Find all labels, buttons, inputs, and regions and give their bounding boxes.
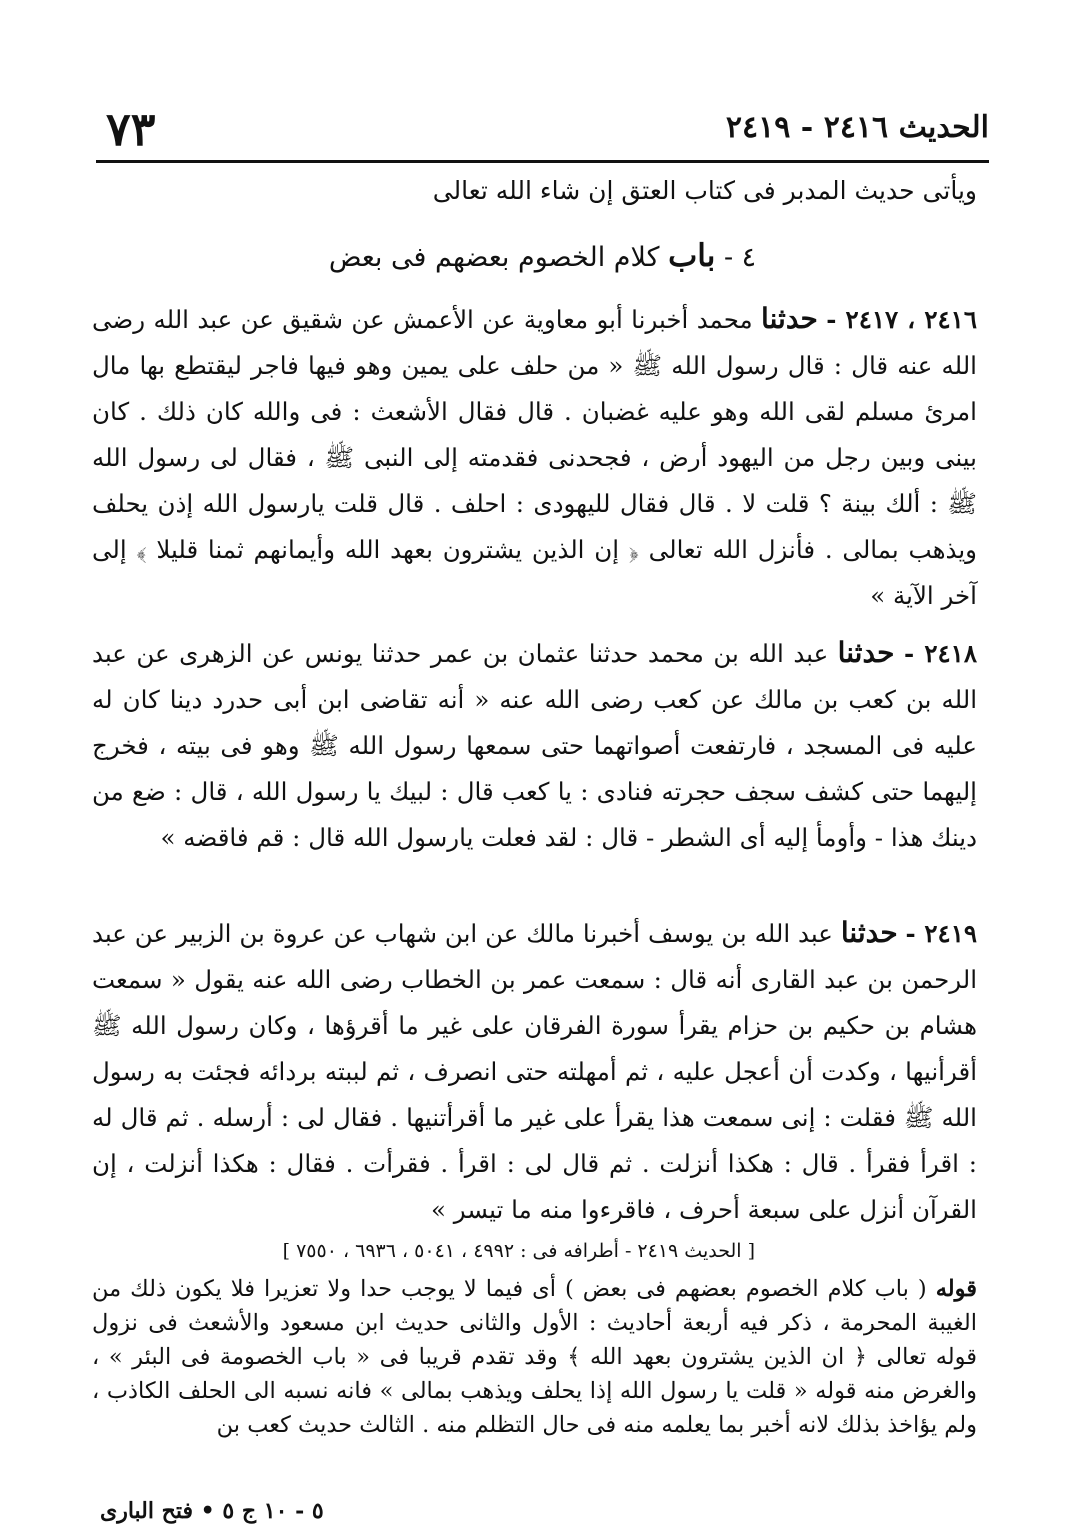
chapter-title: كلام الخصوم بعضهم فى بعض <box>328 242 660 273</box>
hadith-number: ٢٤١٩ - <box>905 919 978 948</box>
hadith-number: ٢٤١٦ ، ٢٤١٧ - <box>826 305 977 334</box>
hadith-text: عبد الله بن محمد حدثنا عثمان بن عمر حدثنا يونس عن الزهرى عن عبد الله بن كعب بن مالك عن كعب رضى الله عنه « أنه تقاضى ابن أبى حدرد دينا كان له عليه فى المسجد ، فارتفعت أصواتهما حتى سمعها رسول الله ﷺ وهو فى بيته ، فخرج إليهما حتى كشف سجف حجرته فنادى : يا كعب قال : لبيك يا رسول الله ، قال : ضع من دينك هذا - وأومأ إليه أى الشطر - قال : لقد فعلت يارسول الله قال : قم فاقضه » <box>92 639 977 852</box>
chapter-number: ٤ - <box>723 242 757 273</box>
hadith-text: محمد أخبرنا أبو معاوية عن الأعمش عن شقيق عن عبد الله رضى الله عنه قال : قال رسول الله ﷺ « من حلف على يمين وهو فيها فاجر ليقتطع بها مال امرئ مسلم لقى الله وهو عليه غضبان . قال فقال الأشعث : فى والله كان ذلك . كان بينى وبين رجل من اليهود أرض ، فجحدنى فقدمته إلى النبى ﷺ ، فقال لى رسول الله ﷺ : ألك بينة ؟ قلت لا . قال فقال لليهودى : احلف . قال قلت يارسول الله إذن يحلف ويذهب بمالى . فأنزل الله تعالى ﴿ إن الذين يشترون بعهد الله وأيمانهم ثمنا قليلا ﴾ إلى آخر الآية » <box>92 305 977 610</box>
haddathana-word: حدثنا <box>761 302 818 335</box>
hadith-block <box>92 910 977 1233</box>
haddathana-word: حدثنا <box>837 636 895 669</box>
hadith-text: عبد الله بن يوسف أخبرنا مالك عن ابن شهاب عن عروة بن الزبير عن عبد الرحمن بن عبد القارى أنه قال : سمعت عمر بن الخطاب رضى الله عنه يقول « سمعت هشام بن حكيم بن حزام يقرأ سورة الفرقان على غير ما أقرؤها ، وكان رسول الله ﷺ أقرأنيها ، وكدت أن أعجل عليه ، ثم أمهلته حتى انصرف ، ثم لببته بردائه فجئت به رسول الله ﷺ فقلت : إنى سمعت هذا يقرأ على غير ما أقرأتنيها . فقال لى : أرسله . ثم قال له : اقرأ فقرأ . قال : هكذا أنزلت . ثم قال لى : اقرأ . فقرأت . فقال : هكذا أنزلت ، إن القرآن أنزل على سبعة أحرف ، فاقرءوا منه ما تيسر » <box>92 919 977 1224</box>
atraf-note: [ الحديث ٢٤١٩ - أطرافه فى : ٤٩٩٢ ، ٥٠٤١ ، ٦٩٣٦ ، ٧٥٥٠ ] <box>282 1240 755 1262</box>
hadith-range-heading: الحديث ٢٤١٦ - ٢٤١٩ <box>725 110 989 145</box>
hadith-block <box>92 296 977 619</box>
page-header <box>96 102 989 156</box>
chapter-heading <box>96 238 989 274</box>
hadith-number: ٢٤١٨ - <box>903 639 977 668</box>
haddathana-word: حدثنا <box>840 916 898 949</box>
intro-line: ويأتى حديث المدبر فى كتاب العتق إن شاء الله تعالى <box>432 176 977 205</box>
header-rule <box>96 160 989 163</box>
chapter-bab-word: باب <box>668 238 716 274</box>
commentary-lead: قوله <box>935 1276 977 1302</box>
page-number: ٧٣ <box>106 102 156 156</box>
commentary-block <box>92 1272 977 1442</box>
signature-footer: ٥ - ١٠ ج ٥ • فتح البارى <box>100 1498 324 1524</box>
commentary-text: ( باب كلام الخصوم بعضهم فى بعض ) أى فيما لا يوجب حدا ولا تعزيرا فلا يكون ذلك من الغيبة المحرمة ، ذكر فيه أربعة أحاديث : الأول والثانى حديث ابن مسعود والأشعث فى نزول قوله تعالى ﴿ ان الذين يشترون بعهد الله ﴾ وقد تقدم قريبا فى « باب الخصومة فى البئر » ، والغرض منه قوله « قلت يا رسول الله إذا يحلف ويذهب بمالى » فانه نسبه الى الحلف الكاذب ، ولم يؤاخذ بذلك لانه أخبر بما يعلمه منه فى حال التظلم منه . الثالث حديث كعب بن <box>92 1276 977 1438</box>
hadith-block <box>92 630 977 861</box>
